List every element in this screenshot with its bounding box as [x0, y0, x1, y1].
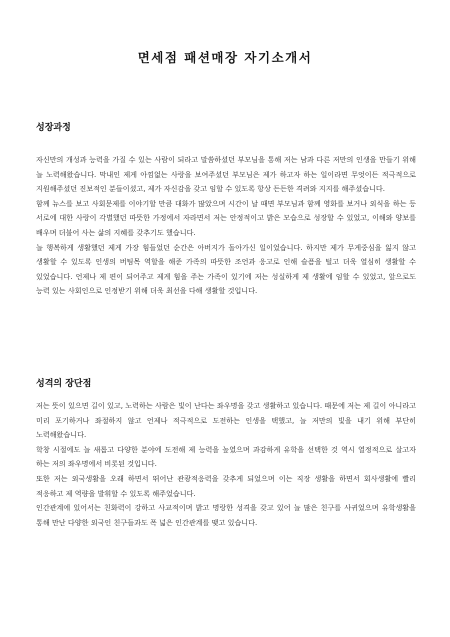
- section-body-personality: [36, 399, 416, 530]
- paragraph: 저는 뜻이 있으면 길이 있고, 노력하는 사람은 빛이 난다는 좌우명을 갖고 생활하고 있습니다. 때문에 저는 제 길이 아니라고 미리 포기하거나 좌절하지 않고 언제나 적극적으로 도전하는 인생을 택했고, 늘 저만의 빛을 내기 위해 부단히 노력해왔습니다.: [36, 401, 416, 440]
- paragraph: 학창 시절에도 늘 새롭고 다양한 분야에 도전해 제 능력을 높였으며 과감하게 유학을 선택한 것 역시 열정적으로 살고자 하는 저의 좌우명에서 비롯된 것입니다.: [36, 444, 416, 469]
- section-personality: [36, 376, 416, 530]
- paragraph: 인간관계에 있어서는 친화력이 강하고 사교적이며 밝고 명랑한 성격을 갖고 있어 늘 많은 친구를 사귀었으며 유학생활을 통해 만난 다양한 외국인 친구들과도 폭 넓은 인간관계를 맺고 있습니다.: [36, 503, 416, 527]
- paragraph: 늘 행복하게 생활했던 제게 가장 힘들었던 순간은 아버지가 돌아가신 일이었습니다. 하지만 제가 무게중심을 잃지 않고 생활할 수 있도록 인생의 버팀목 역할을 해준 가족의 따뜻한 조언과 응고로 인해 슬픔을 털고 더욱 열심히 생활할 수 있었습니다. 언제나 제 편이 되어주고 제게 힘을 주는 가족이 있기에 저는 성실하게 제 생활에 임할 수 있었고, 앞으로도 능력 있는 사회인으로 인정받기 위해 더욱 최선을 다해 생활할 것입니다.: [36, 242, 416, 296]
- paragraph: 자신만의 개성과 능력을 가질 수 있는 사람이 되라고 말씀하셨던 부모님을 통해 저는 남과 다른 저만의 인생을 만들기 위해 늘 노력해왔습니다. 막내인 제게 아낌없는 사랑을 보여주셨던 부모님은 제가 하고자 하는 일이라면 무엇이든 적극적으로 지원해주셨던 진보적인 분들이셨고, 제가 자신감을 갖고 임할 수 있도록 항상 든든한 격려와 지지를 해주셨습니다.: [36, 155, 416, 194]
- document-title: 면세점 패션매장 자기소개서: [137, 50, 313, 65]
- paragraph: 또한 저는 외국생활을 오래 하면서 뛰어난 관광적응력을 갖추게 되었으며 이는 직장 생활을 하면서 회사생활에 빨리 적응하고 제 역량을 발휘할 수 있도록 해주었습니다.: [36, 473, 416, 498]
- section-growth: [36, 120, 416, 299]
- section-heading-personality: 성격의 장단점: [36, 379, 92, 389]
- section-body-growth: [36, 153, 416, 299]
- paragraph: 함께 뉴스를 보고 사회문제를 이야기할 만큼 대화가 많았으며 시간이 날 때면 부모님과 함께 영화를 보거나 외식을 하는 등 서로에 대한 사랑이 각별했던 따뜻한 가정에서 자라면서 저는 안정적이고 밝은 모습으로 성장할 수 있었고, 이해와 양보를 배우며 더불어 사는 삶의 지혜를 갖추기도 했습니다.: [36, 198, 416, 237]
- section-heading-growth: 성장과정: [36, 123, 71, 133]
